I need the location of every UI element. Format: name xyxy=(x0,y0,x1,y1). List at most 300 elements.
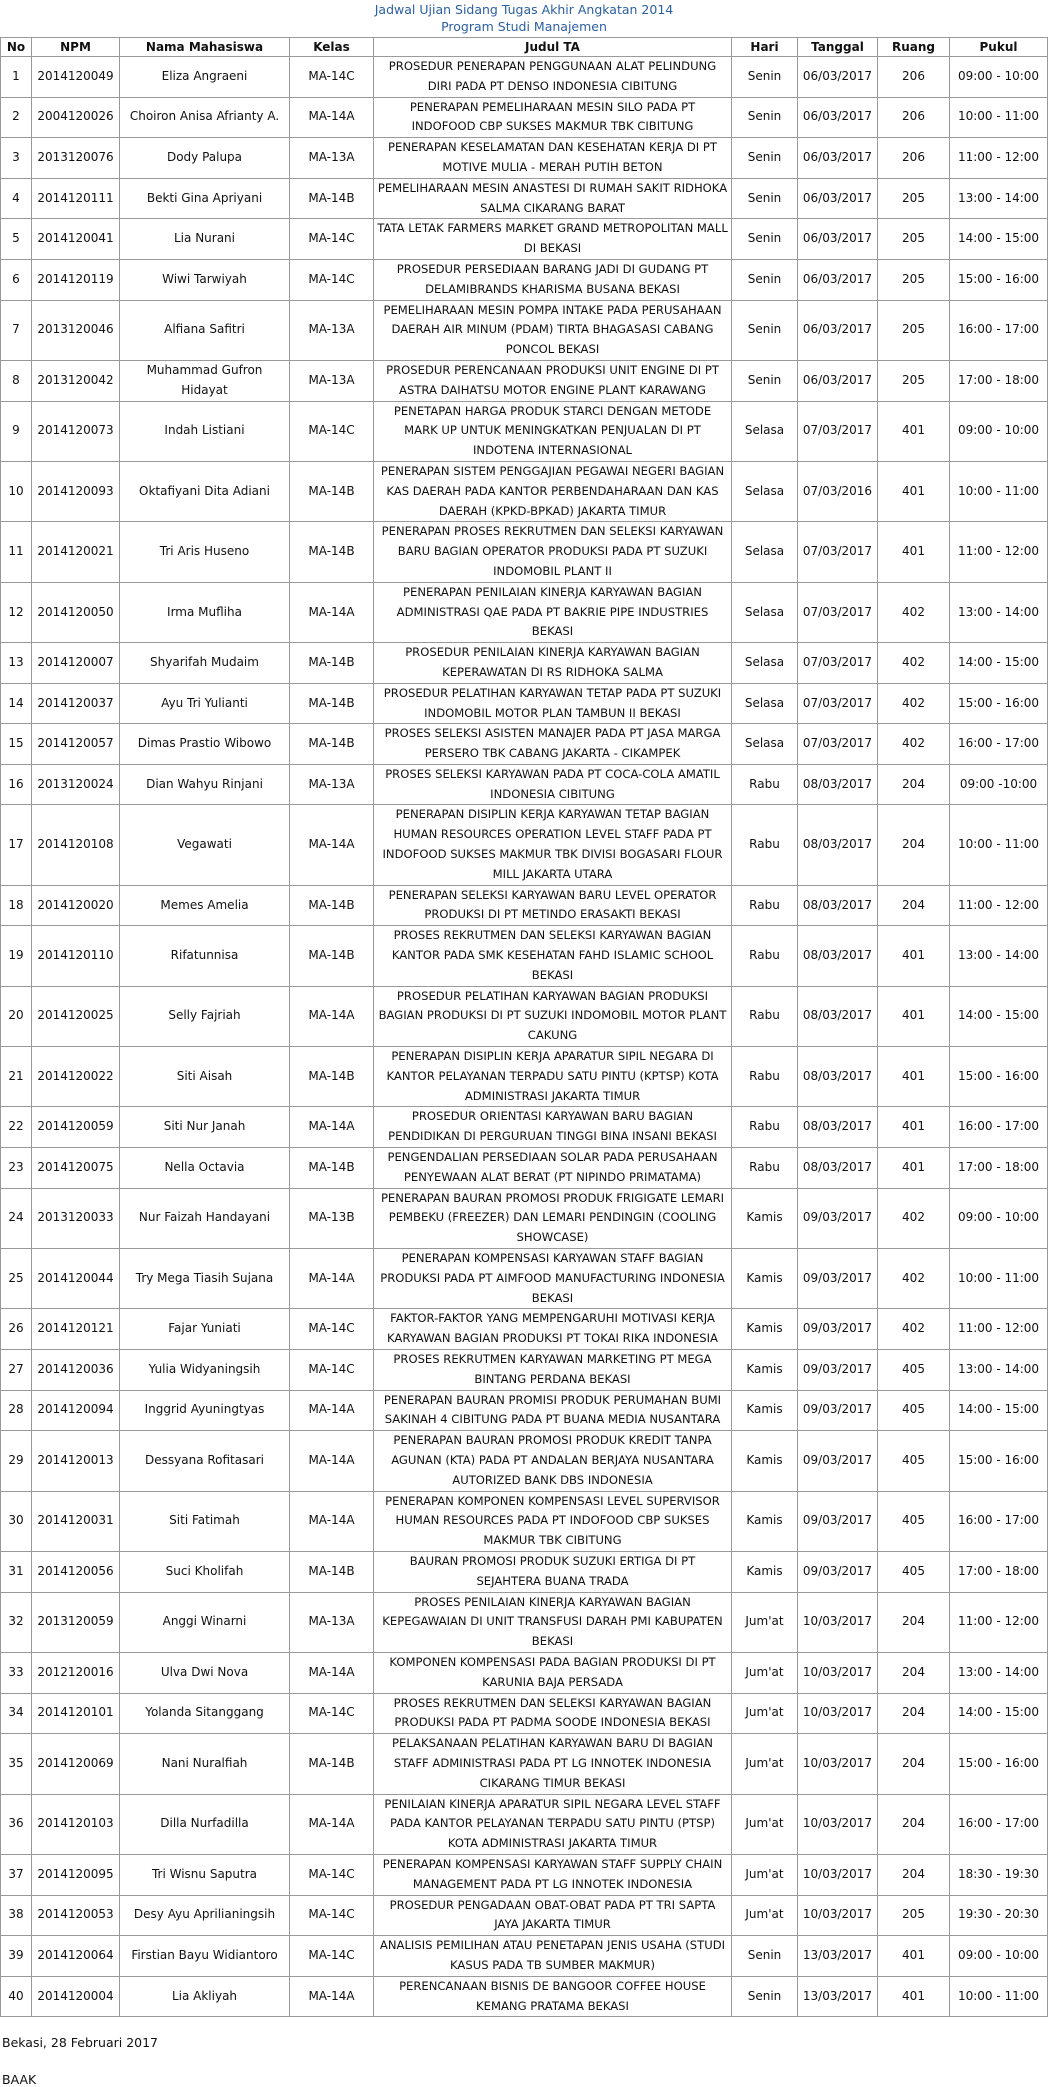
cell-kelas: MA-13A xyxy=(290,138,374,179)
table-header-row xyxy=(1,38,1048,57)
cell-tanggal: 09/03/2017 xyxy=(798,1491,878,1551)
cell-kelas: MA-14B xyxy=(290,522,374,582)
cell-no: 27 xyxy=(1,1350,32,1391)
cell-hari: Kamis xyxy=(732,1350,798,1391)
cell-npm: 2014120059 xyxy=(32,1107,120,1148)
cell-hari: Jum'at xyxy=(732,1895,798,1936)
cell-nama: Suci Kholifah xyxy=(120,1551,290,1592)
cell-judul: PENERAPAN KOMPENSASI KARYAWAN STAFF SUPPLY CHAIN MANAGEMENT PADA PT LG INNOTEK INDONESIA xyxy=(374,1854,732,1895)
cell-kelas: MA-14A xyxy=(290,1390,374,1431)
table-row xyxy=(1,1188,1048,1248)
cell-pukul: 16:00 - 17:00 xyxy=(950,1107,1048,1148)
cell-no: 18 xyxy=(1,885,32,926)
cell-no: 17 xyxy=(1,805,32,885)
cell-npm: 2004120026 xyxy=(32,97,120,138)
cell-pukul: 13:00 - 14:00 xyxy=(950,1350,1048,1391)
table-row xyxy=(1,1148,1048,1189)
cell-nama: Shyarifah Mudaim xyxy=(120,643,290,684)
cell-npm: 2014120057 xyxy=(32,724,120,765)
cell-nama: Irma Mufliha xyxy=(120,582,290,642)
cell-nama: Nur Faizah Handayani xyxy=(120,1188,290,1248)
cell-no: 8 xyxy=(1,360,32,401)
table-row xyxy=(1,643,1048,684)
cell-judul: PENILAIAN KINERJA APARATUR SIPIL NEGARA LEVEL STAFF PADA KANTOR PELAYANAN TERPADU SATU PINTU (PTSP) KOTA ADMINISTRASI JAKARTA TIMUR xyxy=(374,1794,732,1854)
cell-pukul: 13:00 - 14:00 xyxy=(950,178,1048,219)
cell-judul: TATA LETAK FARMERS MARKET GRAND METROPOLITAN MALL DI BEKASI xyxy=(374,219,732,260)
cell-tanggal: 07/03/2017 xyxy=(798,522,878,582)
cell-kelas: MA-14B xyxy=(290,461,374,521)
table-row xyxy=(1,683,1048,724)
cell-tanggal: 06/03/2017 xyxy=(798,360,878,401)
cell-npm: 2014120020 xyxy=(32,885,120,926)
cell-hari: Kamis xyxy=(732,1431,798,1491)
cell-nama: Muhammad Gufron Hidayat xyxy=(120,360,290,401)
cell-tanggal: 10/03/2017 xyxy=(798,1794,878,1854)
cell-npm: 2014120094 xyxy=(32,1390,120,1431)
cell-judul: PROSEDUR PERSEDIAAN BARANG JADI DI GUDANG PT DELAMIBRANDS KHARISMA BUSANA BEKASI xyxy=(374,259,732,300)
cell-kelas: MA-14B xyxy=(290,885,374,926)
cell-kelas: MA-14C xyxy=(290,259,374,300)
table-row xyxy=(1,1047,1048,1107)
cell-no: 31 xyxy=(1,1551,32,1592)
cell-pukul: 10:00 - 11:00 xyxy=(950,1976,1048,2017)
cell-tanggal: 07/03/2017 xyxy=(798,643,878,684)
cell-kelas: MA-14A xyxy=(290,986,374,1046)
cell-npm: 2014120073 xyxy=(32,401,120,461)
cell-no: 37 xyxy=(1,1854,32,1895)
cell-judul: PENERAPAN BAURAN PROMOSI PRODUK FRIGIGATE LEMARI PEMBEKU (FREEZER) DAN LEMARI PENDINGIN (COOLING SHOWCASE) xyxy=(374,1188,732,1248)
cell-npm: 2014120013 xyxy=(32,1431,120,1491)
cell-judul: PROSES SELEKSI ASISTEN MANAJER PADA PT JASA MARGA PERSERO TBK CABANG JAKARTA - CIKAMPEK xyxy=(374,724,732,765)
cell-no: 16 xyxy=(1,764,32,805)
cell-hari: Rabu xyxy=(732,1047,798,1107)
cell-ruang: 405 xyxy=(878,1431,950,1491)
cell-no: 9 xyxy=(1,401,32,461)
cell-tanggal: 09/03/2017 xyxy=(798,1249,878,1309)
cell-hari: Selasa xyxy=(732,582,798,642)
cell-ruang: 401 xyxy=(878,1047,950,1107)
table-row xyxy=(1,1431,1048,1491)
cell-kelas: MA-14B xyxy=(290,643,374,684)
cell-npm: 2014120119 xyxy=(32,259,120,300)
col-header-npm: NPM xyxy=(32,38,120,57)
cell-pukul: 11:00 - 12:00 xyxy=(950,1309,1048,1350)
cell-pukul: 17:00 - 18:00 xyxy=(950,360,1048,401)
table-row xyxy=(1,97,1048,138)
cell-no: 3 xyxy=(1,138,32,179)
cell-kelas: MA-14A xyxy=(290,582,374,642)
cell-judul: PROSES REKRUTMEN DAN SELEKSI KARYAWAN BAGIAN KANTOR PADA SMK KESEHATAN FAHD ISLAMIC SCHOOL BEKASI xyxy=(374,926,732,986)
cell-pukul: 11:00 - 12:00 xyxy=(950,138,1048,179)
cell-npm: 2014120103 xyxy=(32,1794,120,1854)
cell-kelas: MA-14C xyxy=(290,1895,374,1936)
cell-pukul: 15:00 - 16:00 xyxy=(950,683,1048,724)
cell-pukul: 19:30 - 20:30 xyxy=(950,1895,1048,1936)
cell-nama: Choiron Anisa Afrianty A. xyxy=(120,97,290,138)
cell-judul: PEMELIHARAAN MESIN ANASTESI DI RUMAH SAKIT RIDHOKA SALMA CIKARANG BARAT xyxy=(374,178,732,219)
cell-pukul: 18:30 - 19:30 xyxy=(950,1854,1048,1895)
cell-hari: Senin xyxy=(732,97,798,138)
cell-kelas: MA-14C xyxy=(290,57,374,98)
table-row xyxy=(1,724,1048,765)
cell-judul: PROSEDUR PENILAIAN KINERJA KARYAWAN BAGIAN KEPERAWATAN DI RS RIDHOKA SALMA xyxy=(374,643,732,684)
cell-hari: Selasa xyxy=(732,522,798,582)
table-row xyxy=(1,1350,1048,1391)
cell-hari: Kamis xyxy=(732,1551,798,1592)
table-row xyxy=(1,401,1048,461)
cell-kelas: MA-14B xyxy=(290,724,374,765)
cell-tanggal: 08/03/2017 xyxy=(798,986,878,1046)
cell-no: 5 xyxy=(1,219,32,260)
cell-ruang: 402 xyxy=(878,582,950,642)
cell-kelas: MA-13A xyxy=(290,300,374,360)
table-row xyxy=(1,1652,1048,1693)
cell-nama: Selly Fajriah xyxy=(120,986,290,1046)
cell-hari: Rabu xyxy=(732,764,798,805)
col-header-ruang: Ruang xyxy=(878,38,950,57)
cell-judul: PENERAPAN DISIPLIN KERJA KARYAWAN TETAP BAGIAN HUMAN RESOURCES OPERATION LEVEL STAFF PADA PT INDOFOOD SUKSES MAKMUR TBK DIVISI BOGASARI FLOUR MILL JAKARTA UTARA xyxy=(374,805,732,885)
cell-kelas: MA-14A xyxy=(290,1491,374,1551)
cell-nama: Try Mega Tiasih Sujana xyxy=(120,1249,290,1309)
cell-nama: Memes Amelia xyxy=(120,885,290,926)
cell-hari: Kamis xyxy=(732,1188,798,1248)
signatory: BAAK xyxy=(2,2072,37,2087)
cell-pukul: 10:00 - 11:00 xyxy=(950,1249,1048,1309)
cell-judul: PENERAPAN BAURAN PROMOSI PRODUK KREDIT TANPA AGUNAN (KTA) PADA PT ANDALAN BERJAYA NUSANTARA AUTORIZED BANK DBS INDONESIA xyxy=(374,1431,732,1491)
cell-pukul: 14:00 - 15:00 xyxy=(950,643,1048,684)
table-row xyxy=(1,1936,1048,1977)
cell-judul: PROSES SELEKSI KARYAWAN PADA PT COCA-COLA AMATIL INDONESIA CIBITUNG xyxy=(374,764,732,805)
cell-npm: 2014120004 xyxy=(32,1976,120,2017)
cell-tanggal: 10/03/2017 xyxy=(798,1592,878,1652)
cell-hari: Selasa xyxy=(732,461,798,521)
cell-pukul: 14:00 - 15:00 xyxy=(950,219,1048,260)
cell-npm: 2014120036 xyxy=(32,1350,120,1391)
cell-ruang: 401 xyxy=(878,1936,950,1977)
cell-pukul: 14:00 - 15:00 xyxy=(950,986,1048,1046)
cell-hari: Rabu xyxy=(732,986,798,1046)
cell-kelas: MA-14A xyxy=(290,1431,374,1491)
cell-judul: BAURAN PROMOSI PRODUK SUZUKI ERTIGA DI PT SEJAHTERA BUANA TRADA xyxy=(374,1551,732,1592)
cell-no: 22 xyxy=(1,1107,32,1148)
cell-pukul: 15:00 - 16:00 xyxy=(950,1734,1048,1794)
cell-no: 38 xyxy=(1,1895,32,1936)
cell-kelas: MA-14B xyxy=(290,178,374,219)
cell-tanggal: 08/03/2017 xyxy=(798,926,878,986)
cell-tanggal: 09/03/2017 xyxy=(798,1309,878,1350)
table-row xyxy=(1,1794,1048,1854)
cell-hari: Jum'at xyxy=(732,1693,798,1734)
cell-judul: PENERAPAN SISTEM PENGGAJIAN PEGAWAI NEGERI BAGIAN KAS DAERAH PADA KANTOR PERBENDAHARAAN DAN KAS DAERAH (KPKD-BPKAD) JAKARTA TIMUR xyxy=(374,461,732,521)
cell-npm: 2014120064 xyxy=(32,1936,120,1977)
cell-ruang: 401 xyxy=(878,1148,950,1189)
cell-no: 20 xyxy=(1,986,32,1046)
cell-judul: FAKTOR-FAKTOR YANG MEMPENGARUHI MOTIVASI KERJA KARYAWAN BAGIAN PRODUKSI PT TOKAI RIKA INDONESIA xyxy=(374,1309,732,1350)
table-row xyxy=(1,1693,1048,1734)
cell-nama: Alfiana Safitri xyxy=(120,300,290,360)
cell-ruang: 401 xyxy=(878,1107,950,1148)
cell-tanggal: 08/03/2017 xyxy=(798,1047,878,1107)
cell-judul: PROSES REKRUTMEN KARYAWAN MARKETING PT MEGA BINTANG PERDANA BEKASI xyxy=(374,1350,732,1391)
cell-hari: Senin xyxy=(732,57,798,98)
cell-tanggal: 09/03/2017 xyxy=(798,1350,878,1391)
cell-no: 14 xyxy=(1,683,32,724)
cell-hari: Senin xyxy=(732,360,798,401)
table-row xyxy=(1,1107,1048,1148)
cell-pukul: 10:00 - 11:00 xyxy=(950,97,1048,138)
table-row xyxy=(1,461,1048,521)
col-header-pukul: Pukul xyxy=(950,38,1048,57)
cell-ruang: 204 xyxy=(878,1794,950,1854)
cell-hari: Jum'at xyxy=(732,1592,798,1652)
cell-pukul: 09:00 - 10:00 xyxy=(950,1936,1048,1977)
cell-hari: Senin xyxy=(732,138,798,179)
table-row xyxy=(1,1390,1048,1431)
cell-npm: 2013120046 xyxy=(32,300,120,360)
cell-ruang: 204 xyxy=(878,1734,950,1794)
cell-tanggal: 07/03/2017 xyxy=(798,401,878,461)
cell-tanggal: 08/03/2017 xyxy=(798,805,878,885)
cell-no: 28 xyxy=(1,1390,32,1431)
cell-ruang: 402 xyxy=(878,683,950,724)
cell-tanggal: 08/03/2017 xyxy=(798,1107,878,1148)
cell-kelas: MA-14B xyxy=(290,1551,374,1592)
cell-nama: Ulva Dwi Nova xyxy=(120,1652,290,1693)
cell-judul: PEMELIHARAAN MESIN POMPA INTAKE PADA PERUSAHAAN DAERAH AIR MINUM (PDAM) TIRTA BHAGASASI CABANG PONCOL BEKASI xyxy=(374,300,732,360)
table-row xyxy=(1,1854,1048,1895)
cell-nama: Dimas Prastio Wibowo xyxy=(120,724,290,765)
cell-npm: 2013120024 xyxy=(32,764,120,805)
cell-judul: PENERAPAN PENILAIAN KINERJA KARYAWAN BAGIAN ADMINISTRASI QAE PADA PT BAKRIE PIPE INDUSTRIES BEKASI xyxy=(374,582,732,642)
cell-nama: Siti Nur Janah xyxy=(120,1107,290,1148)
cell-kelas: MA-14B xyxy=(290,1047,374,1107)
cell-tanggal: 06/03/2017 xyxy=(798,300,878,360)
cell-tanggal: 06/03/2017 xyxy=(798,57,878,98)
cell-tanggal: 08/03/2017 xyxy=(798,1148,878,1189)
table-body xyxy=(1,57,1048,2017)
cell-no: 4 xyxy=(1,178,32,219)
cell-pukul: 15:00 - 16:00 xyxy=(950,1047,1048,1107)
cell-no: 36 xyxy=(1,1794,32,1854)
cell-npm: 2013120076 xyxy=(32,138,120,179)
cell-ruang: 204 xyxy=(878,1592,950,1652)
cell-tanggal: 06/03/2017 xyxy=(798,138,878,179)
cell-hari: Rabu xyxy=(732,1107,798,1148)
cell-ruang: 206 xyxy=(878,138,950,179)
cell-no: 29 xyxy=(1,1431,32,1491)
cell-tanggal: 06/03/2017 xyxy=(798,259,878,300)
cell-tanggal: 07/03/2017 xyxy=(798,724,878,765)
cell-judul: PROSEDUR ORIENTASI KARYAWAN BARU BAGIAN PENDIDIKAN DI PERGURUAN TINGGI BINA INSANI BEKASI xyxy=(374,1107,732,1148)
cell-nama: Firstian Bayu Widiantoro xyxy=(120,1936,290,1977)
cell-judul: KOMPONEN KOMPENSASI PADA BAGIAN PRODUKSI DI PT KARUNIA BAJA PERSADA xyxy=(374,1652,732,1693)
cell-ruang: 205 xyxy=(878,259,950,300)
document-footer xyxy=(2,2035,1048,2087)
cell-hari: Kamis xyxy=(732,1249,798,1309)
cell-nama: Nani Nuralfiah xyxy=(120,1734,290,1794)
cell-pukul: 11:00 - 12:00 xyxy=(950,885,1048,926)
cell-ruang: 206 xyxy=(878,57,950,98)
document-title: Jadwal Ujian Sidang Tugas Akhir Angkatan 2014 xyxy=(374,2,674,17)
cell-no: 13 xyxy=(1,643,32,684)
cell-pukul: 13:00 - 14:00 xyxy=(950,1652,1048,1693)
cell-npm: 2014120111 xyxy=(32,178,120,219)
cell-nama: Dilla Nurfadilla xyxy=(120,1794,290,1854)
cell-judul: PENERAPAN SELEKSI KARYAWAN BARU LEVEL OPERATOR PRODUKSI DI PT METINDO ERASAKTI BEKASI xyxy=(374,885,732,926)
cell-ruang: 402 xyxy=(878,1249,950,1309)
cell-tanggal: 13/03/2017 xyxy=(798,1936,878,1977)
cell-nama: Rifatunnisa xyxy=(120,926,290,986)
cell-tanggal: 09/03/2017 xyxy=(798,1188,878,1248)
cell-kelas: MA-13A xyxy=(290,1592,374,1652)
cell-nama: Bekti Gina Apriyani xyxy=(120,178,290,219)
cell-ruang: 204 xyxy=(878,1652,950,1693)
cell-judul: PERENCANAAN BISNIS DE BANGOOR COFFEE HOUSE KEMANG PRATAMA BEKASI xyxy=(374,1976,732,2017)
cell-npm: 2014120093 xyxy=(32,461,120,521)
cell-pukul: 13:00 - 14:00 xyxy=(950,582,1048,642)
cell-ruang: 402 xyxy=(878,1309,950,1350)
cell-npm: 2014120108 xyxy=(32,805,120,885)
table-row xyxy=(1,926,1048,986)
cell-npm: 2014120110 xyxy=(32,926,120,986)
cell-ruang: 204 xyxy=(878,885,950,926)
cell-kelas: MA-14A xyxy=(290,1976,374,2017)
cell-kelas: MA-14A xyxy=(290,1794,374,1854)
cell-kelas: MA-14A xyxy=(290,1249,374,1309)
cell-pukul: 10:00 - 11:00 xyxy=(950,461,1048,521)
document-header xyxy=(0,0,1048,35)
cell-ruang: 205 xyxy=(878,1895,950,1936)
col-header-nama: Nama Mahasiswa xyxy=(120,38,290,57)
cell-nama: Indah Listiani xyxy=(120,401,290,461)
cell-npm: 2014120022 xyxy=(32,1047,120,1107)
cell-kelas: MA-14B xyxy=(290,683,374,724)
cell-judul: PENERAPAN PROSES REKRUTMEN DAN SELEKSI KARYAWAN BARU BAGIAN OPERATOR PRODUKSI PADA PT SUZUKI INDOMOBIL PLANT II xyxy=(374,522,732,582)
cell-kelas: MA-14B xyxy=(290,926,374,986)
cell-hari: Selasa xyxy=(732,683,798,724)
cell-pukul: 09:00 -10:00 xyxy=(950,764,1048,805)
cell-ruang: 405 xyxy=(878,1491,950,1551)
cell-no: 10 xyxy=(1,461,32,521)
table-row xyxy=(1,1895,1048,1936)
cell-pukul: 09:00 - 10:00 xyxy=(950,57,1048,98)
cell-nama: Dody Palupa xyxy=(120,138,290,179)
cell-nama: Eliza Angraeni xyxy=(120,57,290,98)
cell-pukul: 11:00 - 12:00 xyxy=(950,1592,1048,1652)
cell-npm: 2012120016 xyxy=(32,1652,120,1693)
table-row xyxy=(1,1491,1048,1551)
table-row xyxy=(1,57,1048,98)
cell-no: 25 xyxy=(1,1249,32,1309)
cell-ruang: 402 xyxy=(878,1188,950,1248)
table-row xyxy=(1,986,1048,1046)
cell-judul: PROSES REKRUTMEN DAN SELEKSI KARYAWAN BAGIAN PRODUKSI PADA PT PADMA SOODE INDONESIA BEKASI xyxy=(374,1693,732,1734)
cell-no: 39 xyxy=(1,1936,32,1977)
cell-tanggal: 10/03/2017 xyxy=(798,1652,878,1693)
cell-ruang: 205 xyxy=(878,219,950,260)
cell-nama: Oktafiyani Dita Adiani xyxy=(120,461,290,521)
cell-judul: PENETAPAN HARGA PRODUK STARCI DENGAN METODE MARK UP UNTUK MENINGKATKAN PENJUALAN DI PT INDOTENA INTERNASIONAL xyxy=(374,401,732,461)
table-row xyxy=(1,259,1048,300)
cell-pukul: 09:00 - 10:00 xyxy=(950,1188,1048,1248)
cell-pukul: 16:00 - 17:00 xyxy=(950,300,1048,360)
cell-no: 34 xyxy=(1,1693,32,1734)
cell-judul: PENERAPAN BAURAN PROMISI PRODUK PERUMAHAN BUMI SAKINAH 4 CIBITUNG PADA PT BUANA MEDIA NUSANTARA xyxy=(374,1390,732,1431)
cell-no: 23 xyxy=(1,1148,32,1189)
table-row xyxy=(1,522,1048,582)
cell-pukul: 14:00 - 15:00 xyxy=(950,1693,1048,1734)
table-row xyxy=(1,1249,1048,1309)
cell-tanggal: 08/03/2017 xyxy=(798,885,878,926)
cell-hari: Jum'at xyxy=(732,1734,798,1794)
cell-judul: PENERAPAN KOMPONEN KOMPENSASI LEVEL SUPERVISOR HUMAN RESOURCES PADA PT INDOFOOD CBP SUKSES MAKMUR TBK CIBITUNG xyxy=(374,1491,732,1551)
cell-ruang: 402 xyxy=(878,643,950,684)
cell-tanggal: 10/03/2017 xyxy=(798,1895,878,1936)
cell-nama: Nella Octavia xyxy=(120,1148,290,1189)
table-row xyxy=(1,1309,1048,1350)
cell-ruang: 405 xyxy=(878,1551,950,1592)
cell-nama: Yulia Widyaningsih xyxy=(120,1350,290,1391)
cell-no: 24 xyxy=(1,1188,32,1248)
cell-npm: 2014120021 xyxy=(32,522,120,582)
table-row xyxy=(1,138,1048,179)
cell-kelas: MA-14C xyxy=(290,1693,374,1734)
cell-ruang: 206 xyxy=(878,97,950,138)
cell-no: 40 xyxy=(1,1976,32,2017)
cell-tanggal: 13/03/2017 xyxy=(798,1976,878,2017)
cell-kelas: MA-14C xyxy=(290,219,374,260)
cell-judul: PELAKSANAAN PELATIHAN KARYAWAN BARU DI BAGIAN STAFF ADMINISTRASI PADA PT LG INNOTEK INDONESIA CIKARANG TIMUR BEKASI xyxy=(374,1734,732,1794)
col-header-kelas: Kelas xyxy=(290,38,374,57)
cell-kelas: MA-14C xyxy=(290,1854,374,1895)
cell-judul: PENERAPAN KESELAMATAN DAN KESEHATAN KERJA DI PT MOTIVE MULIA - MERAH PUTIH BETON xyxy=(374,138,732,179)
cell-kelas: MA-13A xyxy=(290,360,374,401)
cell-nama: Dian Wahyu Rinjani xyxy=(120,764,290,805)
table-row xyxy=(1,1976,1048,2017)
cell-nama: Vegawati xyxy=(120,805,290,885)
cell-no: 21 xyxy=(1,1047,32,1107)
cell-ruang: 205 xyxy=(878,300,950,360)
table-row xyxy=(1,360,1048,401)
cell-hari: Rabu xyxy=(732,885,798,926)
col-header-no: No xyxy=(1,38,32,57)
cell-tanggal: 06/03/2017 xyxy=(798,219,878,260)
cell-tanggal: 09/03/2017 xyxy=(798,1390,878,1431)
cell-npm: 2014120025 xyxy=(32,986,120,1046)
cell-nama: Lia Akliyah xyxy=(120,1976,290,2017)
cell-npm: 2013120059 xyxy=(32,1592,120,1652)
cell-kelas: MA-14B xyxy=(290,1734,374,1794)
cell-pukul: 17:00 - 18:00 xyxy=(950,1551,1048,1592)
cell-judul: PROSEDUR PENGADAAN OBAT-OBAT PADA PT TRI SAPTA JAYA JAKARTA TIMUR xyxy=(374,1895,732,1936)
cell-hari: Jum'at xyxy=(732,1652,798,1693)
cell-nama: Lia Nurani xyxy=(120,219,290,260)
cell-npm: 2014120053 xyxy=(32,1895,120,1936)
cell-pukul: 16:00 - 17:00 xyxy=(950,1794,1048,1854)
cell-no: 11 xyxy=(1,522,32,582)
cell-pukul: 13:00 - 14:00 xyxy=(950,926,1048,986)
cell-tanggal: 07/03/2016 xyxy=(798,461,878,521)
cell-tanggal: 10/03/2017 xyxy=(798,1854,878,1895)
cell-judul: PENERAPAN KOMPENSASI KARYAWAN STAFF BAGIAN PRODUKSI PADA PT AIMFOOD MANUFACTURING INDONESIA BEKASI xyxy=(374,1249,732,1309)
cell-ruang: 204 xyxy=(878,805,950,885)
cell-judul: PENERAPAN PEMELIHARAAN MESIN SILO PADA PT INDOFOOD CBP SUKSES MAKMUR TBK CIBITUNG xyxy=(374,97,732,138)
cell-kelas: MA-14A xyxy=(290,1107,374,1148)
cell-tanggal: 07/03/2017 xyxy=(798,683,878,724)
cell-pukul: 09:00 - 10:00 xyxy=(950,401,1048,461)
table-row xyxy=(1,1592,1048,1652)
cell-no: 1 xyxy=(1,57,32,98)
